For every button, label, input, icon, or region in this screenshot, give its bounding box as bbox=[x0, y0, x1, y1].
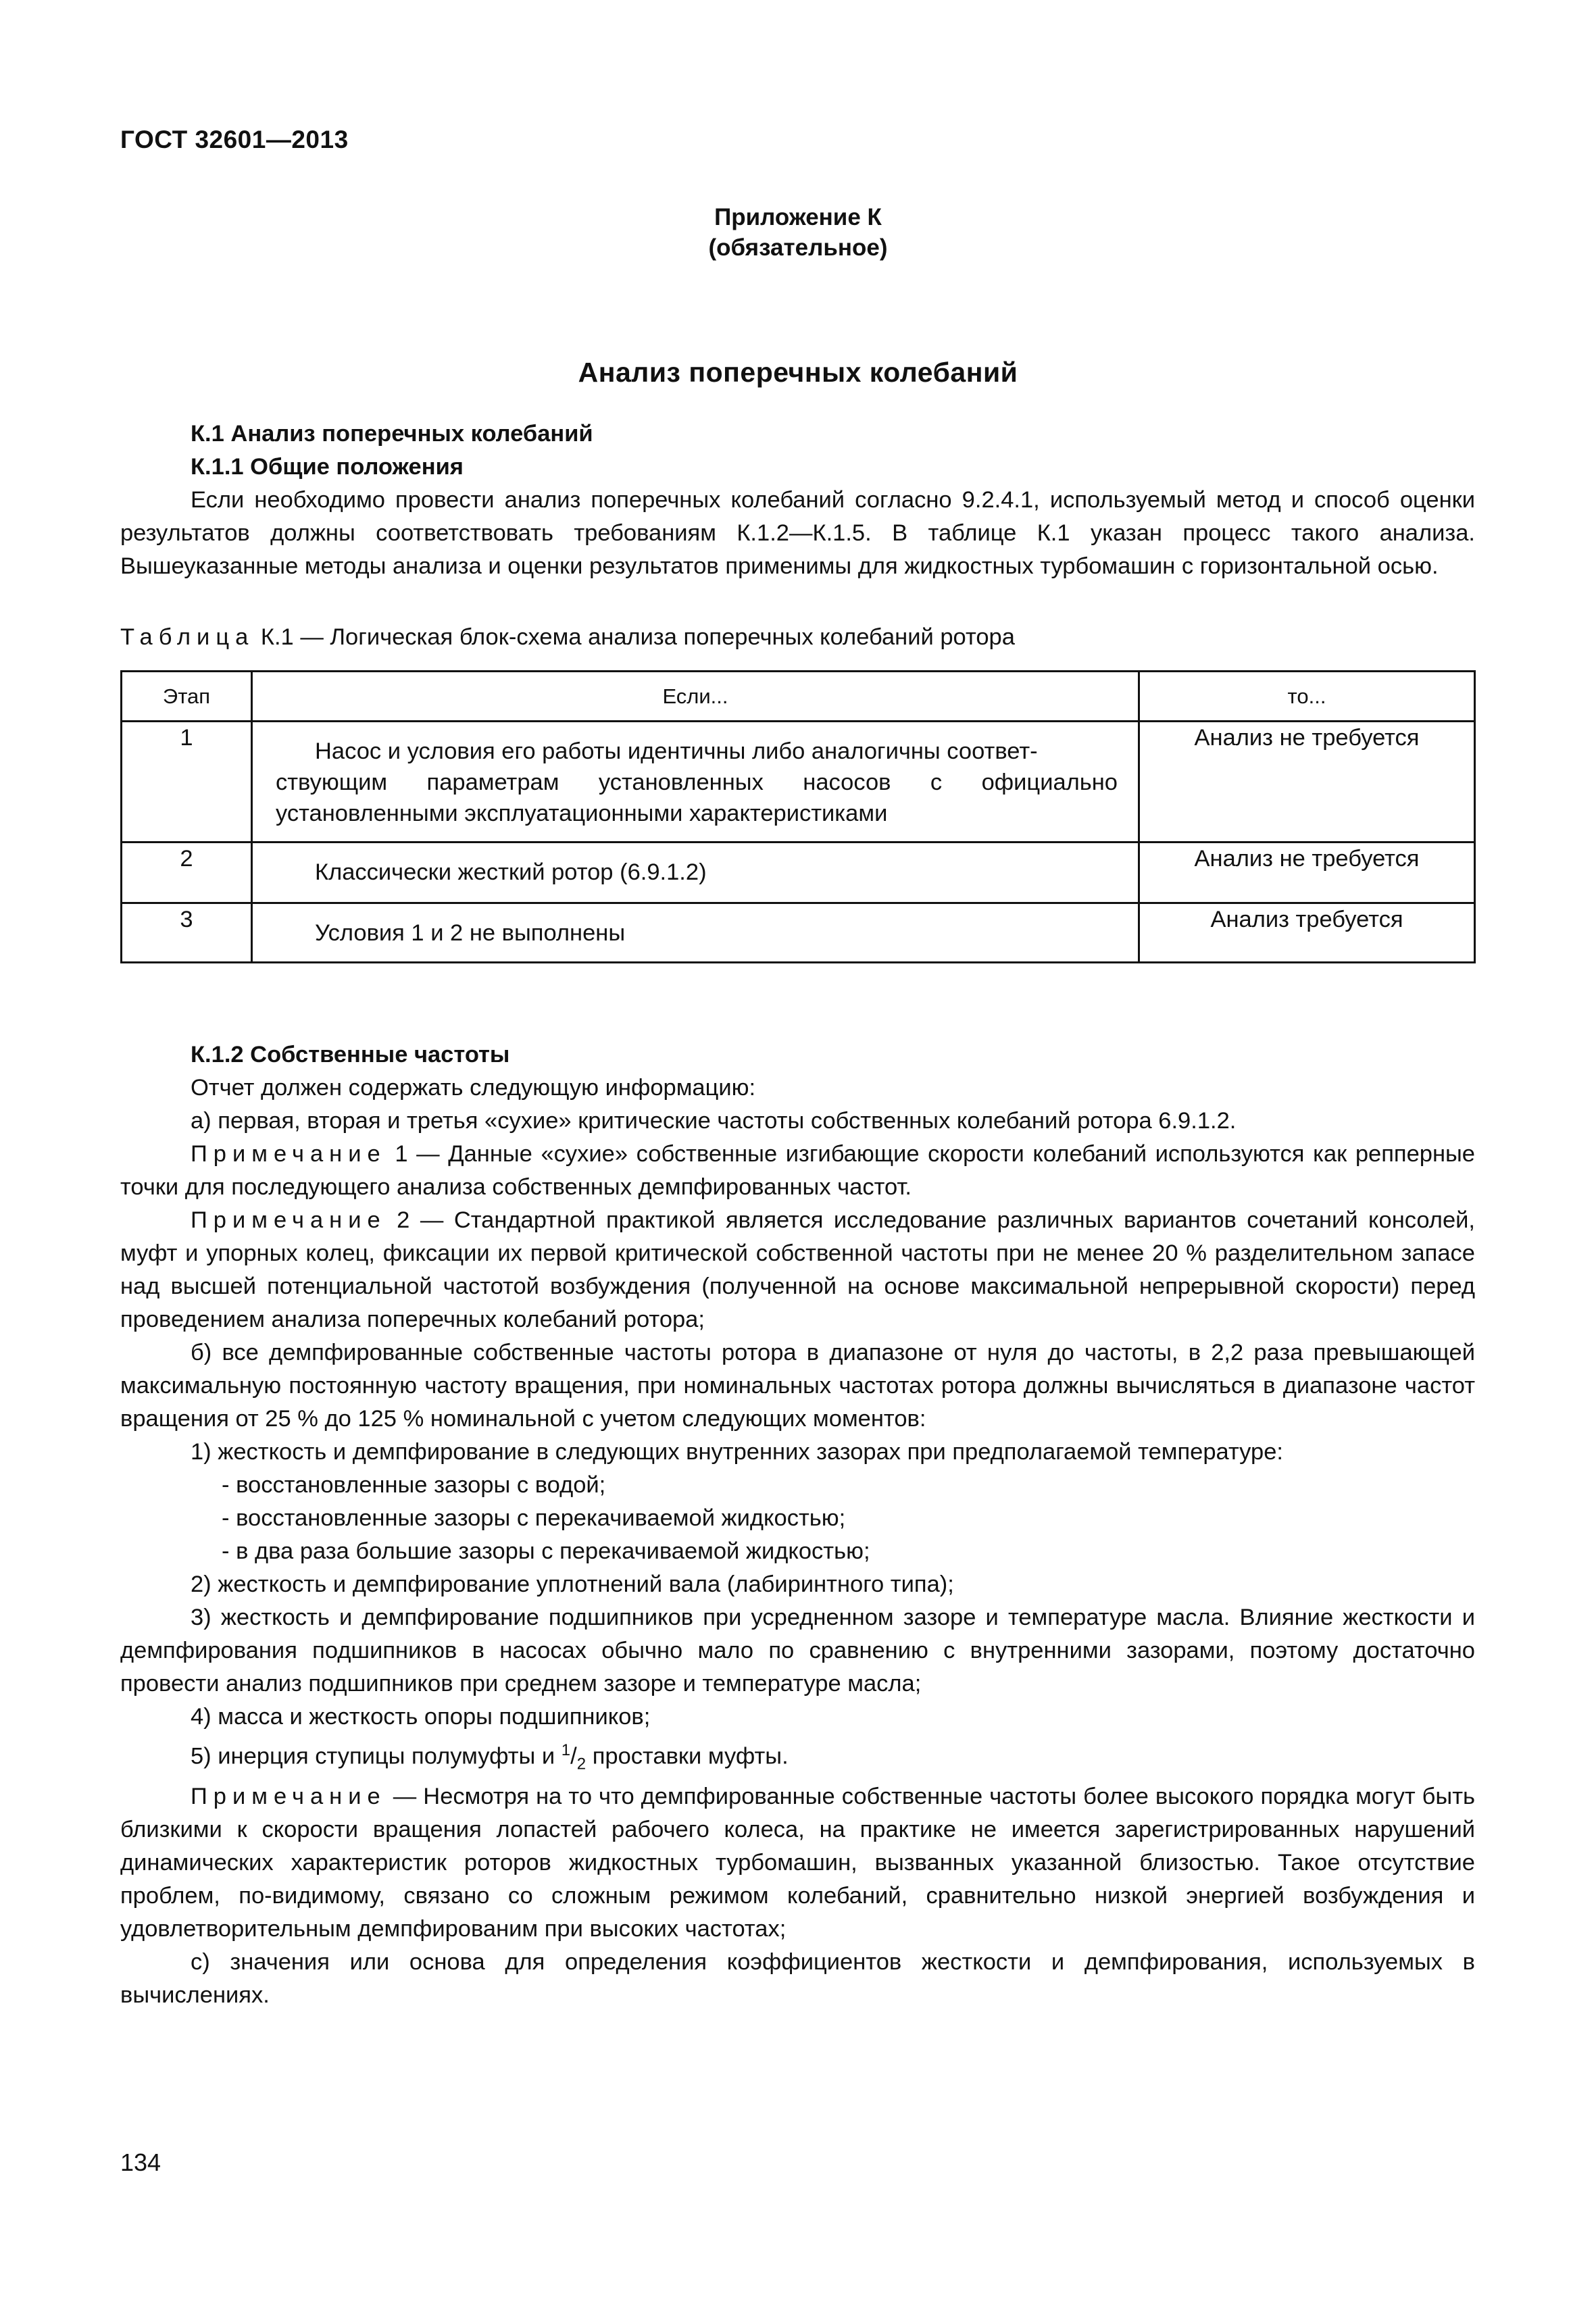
cell-if bbox=[252, 903, 1139, 963]
list-item-text: проставки муфты. bbox=[586, 1743, 789, 1769]
list-item: 2) жесткость и демпфирование уплотнений вала (лабиринтного типа); bbox=[191, 1571, 954, 1597]
list-item: б) все демпфированные собственные частоты ротора в диапазоне от нуля до частоты, в 2,2 раза превышающей максимальную постоянную частоту вращения, при номинальных частотах ротора должны вычисляться в диапазоне частот вращения от 25 % до 125 % номинальной с учетом следующих моментов: bbox=[120, 1340, 1475, 1432]
header-step: Этап bbox=[122, 672, 252, 722]
page-number: 134 bbox=[120, 2148, 161, 2176]
cell-if bbox=[252, 842, 1139, 903]
table-row bbox=[122, 842, 1475, 903]
table-header-row bbox=[122, 672, 1475, 722]
cell-step: 3 bbox=[122, 903, 252, 963]
table-caption-label: Таблица bbox=[120, 624, 255, 650]
cell-if-rest: ствующим параметрам установленных насосов с официально установленными эксплуатационными характеристиками bbox=[276, 770, 1118, 826]
cell-if-line1: Насос и условия его работы идентичны либо аналогичны соответ- bbox=[315, 738, 1038, 764]
list-item: а) первая, вторая и третья «сухие» критические частоты собственных колебаний ротора 6.9.1.2. bbox=[191, 1108, 1237, 1134]
fraction-numerator: 1 bbox=[561, 1741, 571, 1759]
note-label: Примечание bbox=[191, 1784, 386, 1810]
note bbox=[120, 1780, 1475, 1946]
list-item: - восстановленные зазоры с перекачиваемой жидкостью; bbox=[222, 1505, 846, 1531]
table-caption bbox=[120, 624, 1015, 651]
main-title: Анализ поперечных колебаний bbox=[578, 357, 1018, 388]
table-k1 bbox=[120, 670, 1476, 963]
table-caption-text: К.1 — Логическая блок-схема анализа поперечных колебаний ротора bbox=[260, 624, 1015, 650]
note-text: 2 — Стандартной практикой является исследование различных вариантов сочетаний консолей, муфт и упорных колец, фиксации их первой критической собственной частоты при не менее 20 % разделительном запасе над высшей потенциальной частотой возбуждения (полученной на основе максимальной непрерывной скорости) перед проведением анализа поперечных колебаний ротора; bbox=[120, 1207, 1475, 1332]
list-item: - восстановленные зазоры с водой; bbox=[222, 1472, 606, 1498]
note bbox=[120, 1204, 1475, 1336]
header-if: Если... bbox=[252, 672, 1139, 722]
section-heading: К.1.2 Собственные частоты bbox=[191, 1042, 510, 1067]
list-item: 1) жесткость и демпфирование в следующих внутренних зазорах при предполагаемой температуре: bbox=[191, 1439, 1283, 1465]
paragraph: Если необходимо провести анализ поперечных колебаний согласно 9.2.4.1, используемый метод и способ оценки результатов должны соответствовать требованиям К.1.2—К.1.5. В таблице К.1 указан процесс такого анализа. Вышеуказанные методы анализа и оценки результатов применимы для жидкостных турбомашин с горизонтальной осью. bbox=[120, 487, 1475, 579]
note-label: Примечание bbox=[191, 1207, 386, 1233]
note-label: Примечание bbox=[191, 1141, 386, 1167]
cell-if bbox=[252, 722, 1139, 842]
list-item: 3) жесткость и демпфирование подшипников при усредненном зазоре и температуре масла. Влияние жесткости и демпфирования подшипников в насосах обычно мало по сравнению с внутренними зазорами, поэтому достаточно провести анализ подшипников при среднем зазоре и температуре масла; bbox=[120, 1605, 1475, 1696]
cell-step: 2 bbox=[122, 842, 252, 903]
list-item: 4) масса и жесткость опоры подшипников; bbox=[191, 1704, 651, 1730]
list-item-text: 5) инерция ступицы полумуфты и bbox=[191, 1743, 562, 1769]
section-k12 bbox=[120, 1038, 1475, 2012]
cell-then: Анализ не требуется bbox=[1139, 722, 1475, 842]
annex-title: Приложение К bbox=[714, 204, 882, 230]
fraction-denominator: 2 bbox=[576, 1755, 587, 1774]
paragraph: Отчет должен содержать следующую информацию: bbox=[191, 1075, 756, 1101]
table-row bbox=[122, 722, 1475, 842]
cell-if-line1: Условия 1 и 2 не выполнены bbox=[315, 920, 626, 946]
cell-then: Анализ не требуется bbox=[1139, 842, 1475, 903]
document-code: ГОСТ 32601—2013 bbox=[120, 126, 349, 153]
section-heading: К.1 Анализ поперечных колебаний bbox=[191, 421, 593, 447]
list-item: с) значения или основа для определения коэффициентов жесткости и демпфирования, используемых в вычислениях. bbox=[120, 1949, 1475, 2009]
cell-step: 1 bbox=[122, 722, 252, 842]
annex-status: (обязательное) bbox=[708, 234, 888, 261]
section-k1 bbox=[120, 418, 1475, 583]
note-text: — Несмотря на то что демпфированные собственные частоты более высокого порядка могут быть близкими к скорости вращения лопастей рабочего колеса, на практике не имеется зарегистрированных нарушений динамических характеристик роторов жидкостных турбомашин, вызванных указанной близостью. Такое отсутствие проблем, по-видимому, связано со сложным режимом колебаний, сравнительно низкой энергией возбуждения и удовлетворительным демпфированим при высоких частотах; bbox=[120, 1784, 1475, 1942]
note bbox=[120, 1138, 1475, 1204]
list-item: - в два раза большие зазоры с перекачиваемой жидкостью; bbox=[222, 1538, 870, 1564]
note-text: 1 — Данные «сухие» собственные изгибающие скорости колебаний используются как репперные точки для последующего анализа собственных демпфированных частот. bbox=[120, 1141, 1475, 1200]
table-row bbox=[122, 903, 1475, 963]
cell-then: Анализ требуется bbox=[1139, 903, 1475, 963]
header-then: то... bbox=[1139, 672, 1475, 722]
cell-if-line1: Классически жесткий ротор (6.9.1.2) bbox=[315, 859, 707, 885]
subsection-heading: К.1.1 Общие положения bbox=[191, 454, 464, 480]
list-item: 5) инерция ступицы полумуфты и $^1/_2$ проставки муфты. bbox=[191, 1741, 789, 1774]
